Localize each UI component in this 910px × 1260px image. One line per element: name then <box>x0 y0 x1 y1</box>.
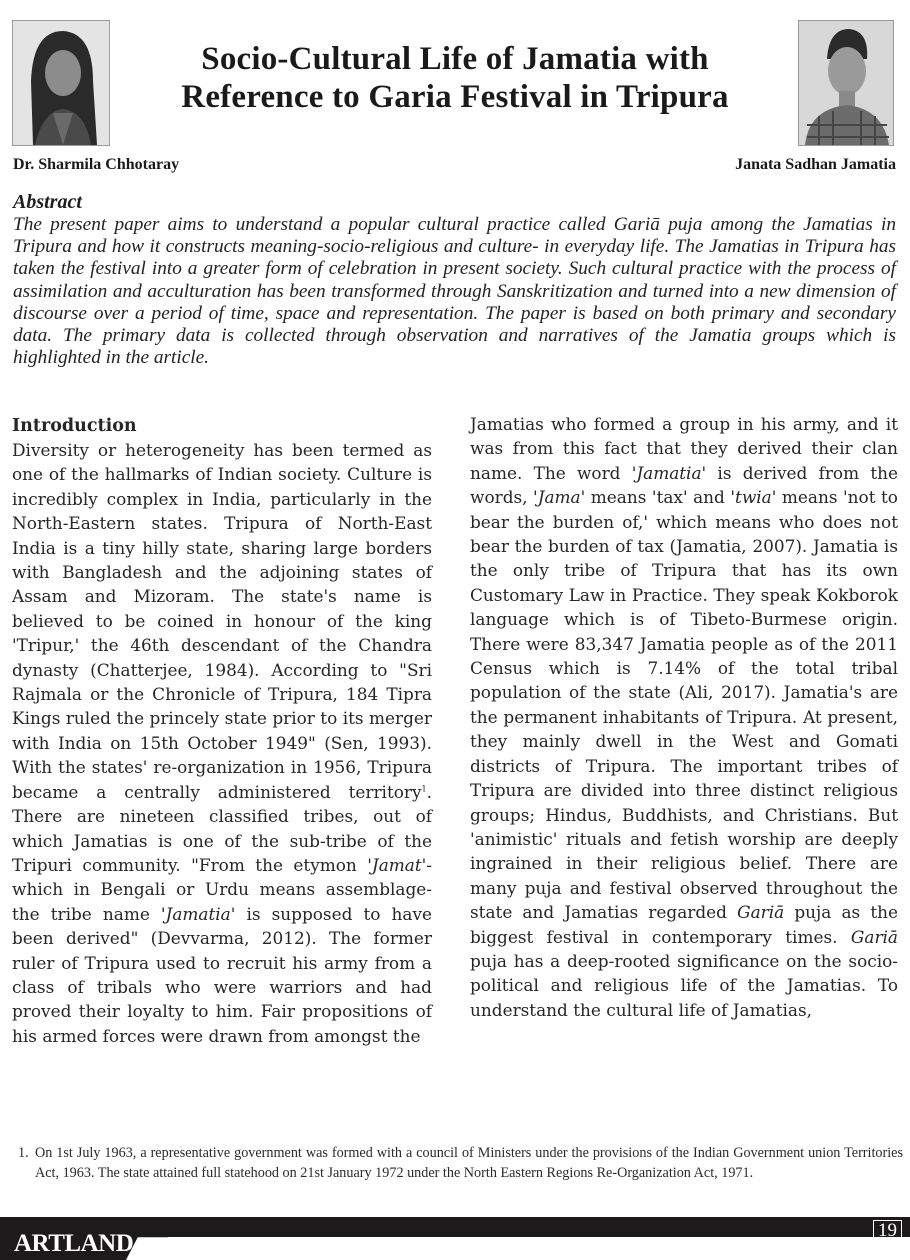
text-run: ' means 'not to bear the burden of,' which means who does not bear the burden of tax (Jamatia, 2007). Jamatia is the only tribe of Tripura that has its own Customary Law in Practice. They speak Kokborok language which is of Tibeto-Burmese origin. There were 83,347 Jamatia people as of the 2011 Census which is 7.14% of the total tribal population of the state (Ali, 2017). Jamatia's are the permanent inhabitants of Tripura. At present, they mainly dwell in the West and Gomati districts of Tripura. The important tribes of Tripura are divided into three distinct religious groups; Hindus, Buddhists, and Christians. But 'animistic' rituals and fetish worship are deeply ingrained in their religious belief. There are many puja and festival observed throughout the state and Jamatias regarded <box>470 487 898 923</box>
text-run: puja as the biggest festival in contemporary times. <box>470 902 898 947</box>
portrait-man-icon <box>799 21 893 145</box>
text-run: - which in Bengali or Urdu means assemblage- the tribe name ' <box>12 854 432 924</box>
page-number: 19 <box>873 1220 902 1240</box>
text-run: puja has a deep-rooted significance on the socio-political and religious life of the Jamatias. To understand the cultural life of Jamatias, <box>470 950 898 1020</box>
italic-term: Jamat' <box>371 854 427 875</box>
text-run: . There are nineteen classified tribes, out of which Jamatias is one of the sub-tribe of the Tripuri community. "From the etymon ' <box>12 781 432 875</box>
italic-term: Gariā <box>737 902 785 923</box>
footnote <box>18 1144 903 1183</box>
article-title <box>120 40 790 116</box>
footnote-ref[interactable]: 1 <box>421 784 427 794</box>
footnote-text: On 1st July 1963, a representative government was formed with a council of Ministers under the provisions of the Indian Government union Territories Act, 1963. The state attained full statehood on 21st January 1972 under the North Eastern Regions Re-Organization Act, 1971. <box>35 1145 903 1181</box>
text-run: Jamatias who formed a group in his army, and it was from this fact that they derived their clan name. The word <box>470 414 898 483</box>
author-name-right: Janata Sadhan Jamatia <box>735 156 896 173</box>
author-photo-right <box>798 20 894 146</box>
author-photo-left <box>12 20 110 146</box>
italic-term: Jamatia' <box>165 903 236 924</box>
section-heading-introduction: Introduction <box>12 416 137 436</box>
body-column-right <box>470 412 898 1022</box>
text-run: is supposed to have been derived" (Devvarma, 2012). The former ruler of Tripura used to recruit his army from a class of tribals who were warriors and had proved their loyalty to him. Fair propositions of his armed forces were drawn from amongst the <box>12 903 432 1046</box>
italic-term: 'Jamatia' <box>631 462 707 483</box>
paragraph <box>12 438 432 1048</box>
text-run: is derived from the words, ' <box>470 462 899 508</box>
abstract-heading: Abstract <box>13 191 82 213</box>
text-run: Diversity or heterogeneity has been termed as one of the hallmarks of Indian society. Culture is incredibly complex in India, particularly in the North-Eastern states. Tripura of North-East India is a tiny hilly state, sharing large borders with Bangladesh and the adjoining states of Assam and Mizoram. The state's name is believed to be coined in honour of the king 'Tripur,' the 46th descendant of the Chandra dynasty (Chatterjee, 1984). According to "Sri Rajmala or the Chronicle of Tripura, 184 Tipra Kings ruled the princely state prior to its merger with India on 15th October 1949" (Sen, 1993). With the states' re-organization in 1956, Tripura became a centrally administered territory <box>12 440 432 802</box>
italic-term: Jama <box>537 487 581 508</box>
abstract-text: The present paper aims to understand a popular cultural practice called Gariā puja among the Jamatias in Tripura and how it constructs meaning-socio-religious and culture- in everyday life. The Jamatias in Tripura has taken the festival into a greater form of celebration in present society. Such cultural practice with the process of assimilation and acculturation has been transformed through Sanskritization and turned into a new dimension of discourse over a period of time, space and representation. The paper is based on both primary and secondary data. The primary data is collected through observation and narratives of the Jamatia groups which is highlighted in the article. <box>13 214 896 369</box>
title-line-2: Reference to Garia Festival in Tripura <box>181 79 729 115</box>
author-name-left: Dr. Sharmila Chhotaray <box>13 156 180 173</box>
portrait-woman-icon <box>13 21 109 145</box>
title-line-1: Socio-Cultural Life of Jamatia with <box>201 41 709 77</box>
footnote-number: 1. <box>18 1145 29 1161</box>
italic-term: twia <box>735 487 772 508</box>
italic-term: Gariā <box>850 926 898 947</box>
body-column-left <box>12 414 432 1048</box>
publication-brand: ARTLAND <box>14 1230 134 1257</box>
text-run: ' means 'tax' and ' <box>580 487 736 508</box>
paragraph <box>470 412 898 1022</box>
